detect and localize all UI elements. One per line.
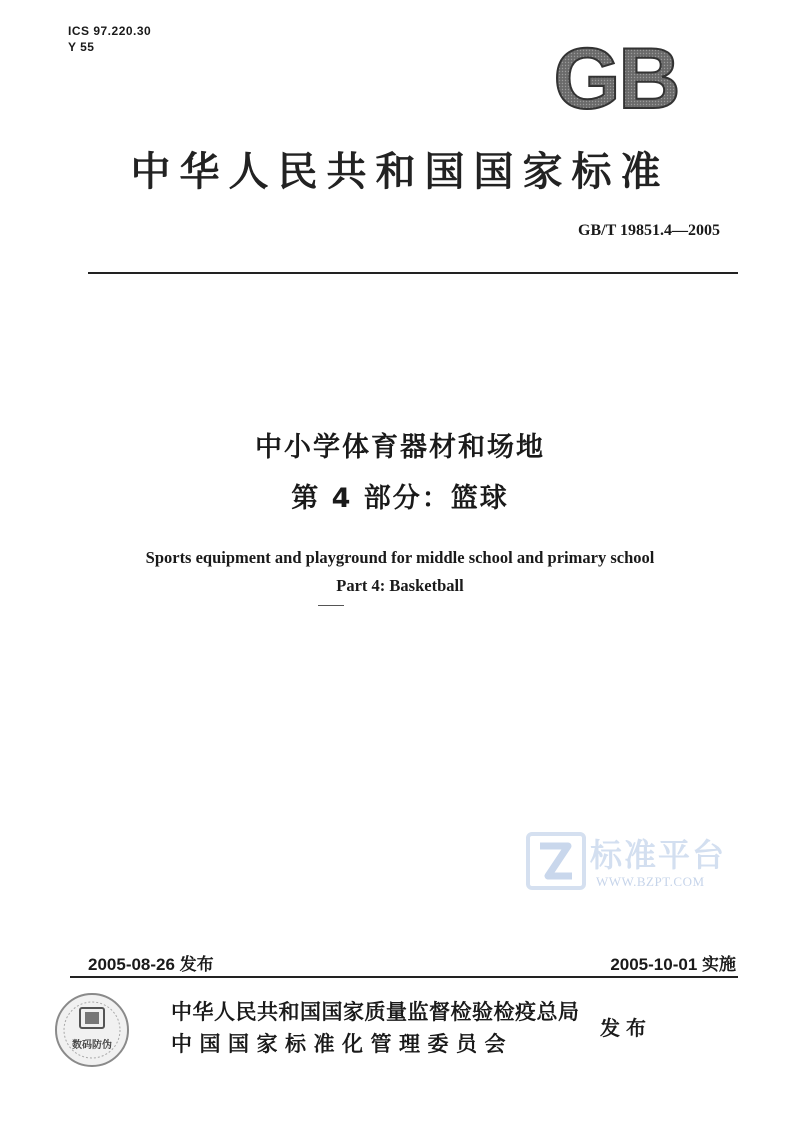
svg-text:GB: GB	[553, 40, 679, 118]
issue-date: 2005-08-26 发布	[88, 955, 214, 974]
implementation-date: 2005-10-01 实施	[610, 955, 736, 974]
standard-number: GB/T 19851.4—2005	[578, 222, 720, 239]
anti-counterfeit-seal-icon	[52, 990, 132, 1070]
footer-divider	[70, 976, 738, 978]
gb-logo	[540, 40, 692, 118]
issuer-line2: 中国国家标准化管理委员会	[171, 1032, 513, 1056]
issuer-line1: 中华人民共和国国家质量监督检验检疫总局	[171, 1000, 580, 1024]
watermark-logo-icon	[526, 832, 586, 890]
watermark-url: WWW.BZPT.COM	[596, 874, 705, 889]
ics-code: ICS 97.220.30	[68, 24, 152, 38]
watermark-name: 标准平台	[590, 836, 727, 874]
chinese-title-line2: 第 4 部分：篮球	[291, 483, 509, 514]
ccs-code: Y 55	[68, 40, 95, 54]
header-divider	[88, 272, 738, 274]
chinese-title-line1: 中小学体育器材和场地	[255, 432, 545, 463]
issue-verb: 发布	[600, 1016, 652, 1040]
english-title-line1: Sports equipment and playground for middle school and primary school	[145, 548, 655, 567]
national-standard-title: 中华人民共和国国家标准	[130, 148, 670, 195]
seal-text: 数码防伪	[72, 1040, 112, 1051]
english-title-line2: Part 4: Basketball	[336, 576, 464, 595]
title-underline	[318, 605, 344, 606]
